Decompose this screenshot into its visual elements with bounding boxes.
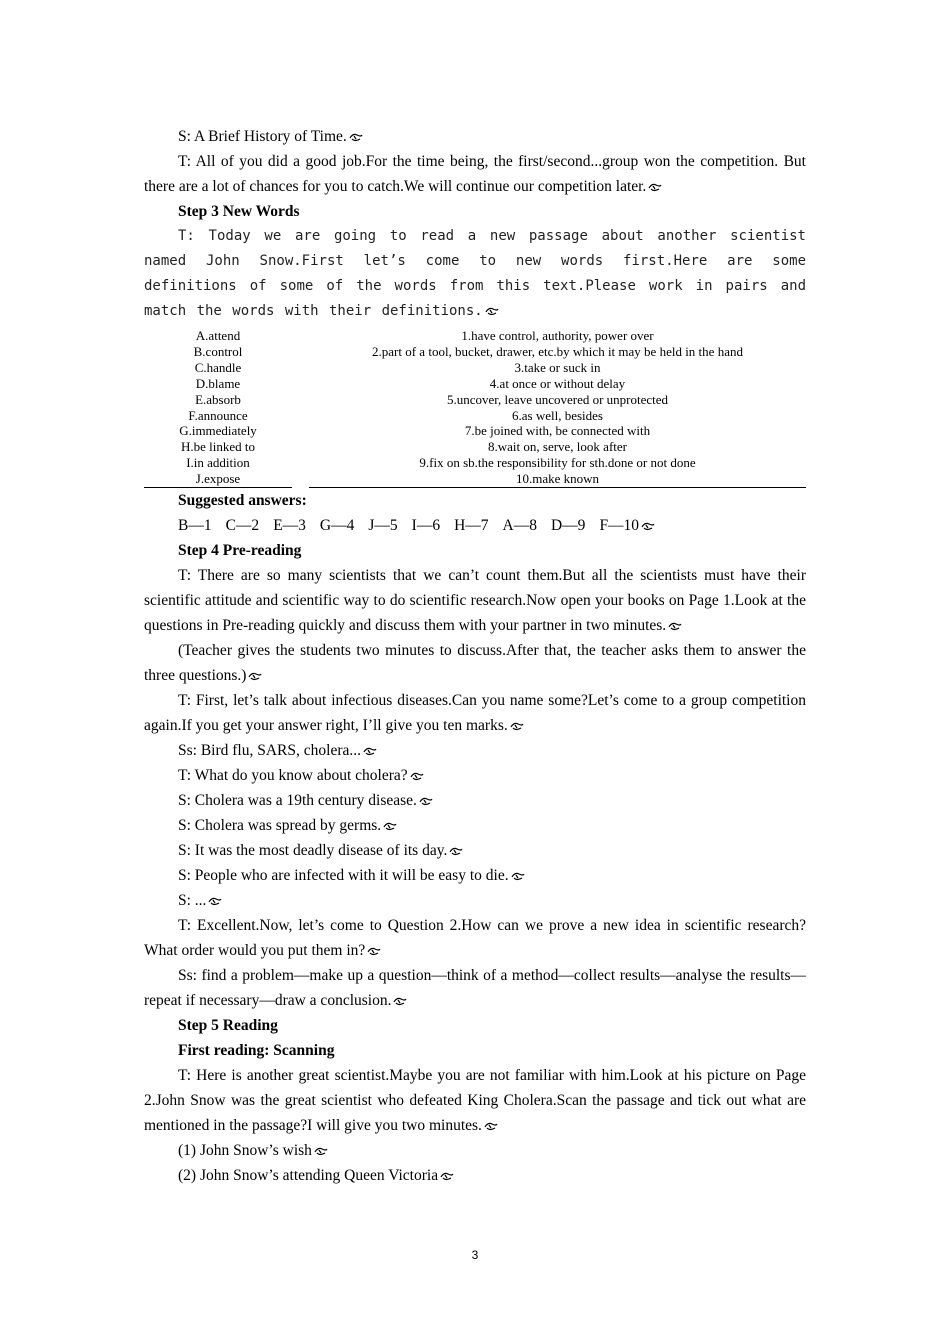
paragraph-mark-icon (440, 1171, 454, 1181)
paragraph-mark-icon (510, 721, 524, 731)
paragraph-mark-icon (363, 746, 377, 756)
step4-paragraph: T: Excellent.Now, let’s come to Question 2.How can we prove a new idea in scientific research?What order would you put them in? (144, 917, 806, 960)
step3-text: T: Today we are going to read a new passage about another scientist named John Snow.First let’s come to new words first.Here are some definitions of some of the words from this text.Please work in pairs and match the words with their definitions. (144, 228, 806, 319)
paragraph-mark-icon (383, 821, 397, 831)
answer-item: D—9 (550, 517, 586, 535)
vocab-words-column (144, 328, 292, 488)
vocab-word: A.attend (195, 328, 241, 343)
vocab-definitions-column (309, 328, 806, 488)
step5-heading: Step 5 Reading (178, 1017, 278, 1035)
step4-paragraph: S: It was the most deadly disease of its day. (144, 838, 806, 863)
step4-heading: Step 4 Pre-reading (178, 542, 302, 560)
answer-item: A—8 (502, 517, 537, 535)
answer-item: J—5 (368, 517, 398, 535)
answer-item: B—1 (178, 517, 212, 535)
vocab-definition: 4.at once or without delay (489, 375, 626, 391)
paragraph-mark-icon (485, 306, 499, 316)
page-number: 3 (471, 1248, 479, 1262)
answer-item: C—2 (225, 517, 260, 535)
vocab-word: J.expose (195, 471, 241, 487)
paragraph-mark-icon (641, 521, 655, 531)
answers-line (144, 513, 806, 538)
answer-item: F—10 (599, 517, 640, 535)
line-good-job: T: All of you did a good job.For the time being, the first/second...group won the competition. But there are a lot of chances for you to catch.We will continue our competition later. (144, 153, 806, 195)
step4-paragraph: T: There are so many scientists that we can’t count them.But all the scientists must have their scientific attitude and scientific way to do scientific research.Now open your books on Page 1.Look at the questions in Pre-reading quickly and discuss them with your partner in two minutes. (144, 567, 806, 635)
answer-item: E—3 (273, 517, 306, 535)
vocab-table (144, 328, 806, 488)
vocab-word: C.handle (194, 359, 242, 375)
vocab-definition: 3.take or suck in (514, 359, 601, 375)
answer-item: H—7 (454, 517, 489, 535)
paragraph-mark-icon (511, 871, 525, 881)
step4-paragraph: Ss: Bird flu, SARS, cholera... (144, 738, 806, 763)
paragraph-mark-icon (410, 771, 424, 781)
vocab-word: H.be linked to (180, 439, 255, 455)
vocab-definition: 5.uncover, leave uncovered or unprotected (446, 391, 669, 407)
vocab-definition: 1.have control, authority, power over (461, 328, 654, 343)
paragraph-mark-icon (668, 621, 682, 631)
step5-list-item: (2) John Snow’s attending Queen Victoria (144, 1163, 806, 1188)
vocab-definition: 7.be joined with, be connected with (464, 423, 651, 439)
paragraph-mark-icon (393, 996, 407, 1006)
vocab-definition: 6.as well, besides (512, 407, 603, 423)
paragraph-mark-icon (248, 671, 262, 681)
step4-paragraph: T: First, let’s talk about infectious diseases.Can you name some?Let’s come to a group competition again.If you get your answer right, I’ll give you ten marks. (144, 692, 806, 735)
answer-item: I—6 (411, 517, 441, 535)
paragraph-mark-icon (419, 796, 433, 806)
answers-heading: Suggested answers: (178, 492, 307, 510)
step4-paragraph: S: Cholera was a 19th century disease. (144, 788, 806, 813)
document-page (144, 124, 806, 1188)
step3-heading: Step 3 New Words (178, 203, 300, 220)
vocab-word: E.absorb (195, 391, 241, 407)
paragraph-mark-icon (314, 1146, 328, 1156)
step4-paragraph: S: Cholera was spread by germs. (144, 813, 806, 838)
vocab-word: I.in addition (186, 455, 250, 471)
vocab-definition: 8.wait on, serve, look after (488, 439, 627, 455)
vocab-word: G.immediately (179, 423, 257, 439)
vocab-definition: 10.make known (515, 471, 600, 487)
step5-paragraph: T: Here is another great scientist.Maybe you are not familiar with him.Look at his picture on Page 2.John Snow was the great scientist who defeated King Cholera.Scan the passage and tick out what are mentioned in the passage?I will give you two minutes. (144, 1067, 806, 1135)
paragraph-mark-icon (449, 846, 463, 856)
vocab-word: F.announce (188, 407, 248, 423)
paragraph-mark-icon (208, 896, 222, 906)
step4-paragraph: S: People who are infected with it will be easy to die. (144, 863, 806, 888)
vocab-word: D.blame (195, 375, 241, 391)
vocab-definition: 9.fix on sb.the responsibility for sth.done or not done (419, 455, 696, 471)
step4-paragraph: T: What do you know about cholera? (144, 763, 806, 788)
step4-paragraph: (Teacher gives the students two minutes to discuss.After that, the teacher asks them to answer the three questions.) (144, 642, 806, 685)
paragraph-mark-icon (367, 946, 381, 956)
step4-paragraph: S: ... (144, 888, 806, 913)
vocab-definition: 2.part of a tool, bucket, drawer, etc.by which it may be held in the hand (372, 343, 743, 359)
vocab-word: B.control (193, 343, 243, 359)
answer-item: G—4 (319, 517, 355, 535)
paragraph-mark-icon (648, 182, 662, 192)
step5-list-item: (1) John Snow’s wish (144, 1138, 806, 1163)
step4-paragraph: Ss: find a problem—make up a question—think of a method—collect results—analyse the results—repeat if necessary—draw a conclusion. (144, 967, 806, 1010)
step5-subheading: First reading: Scanning (178, 1042, 335, 1060)
paragraph-mark-icon (349, 132, 363, 142)
paragraph-mark-icon (484, 1121, 498, 1131)
line-brief-history: S: A Brief History of Time. (144, 124, 806, 149)
